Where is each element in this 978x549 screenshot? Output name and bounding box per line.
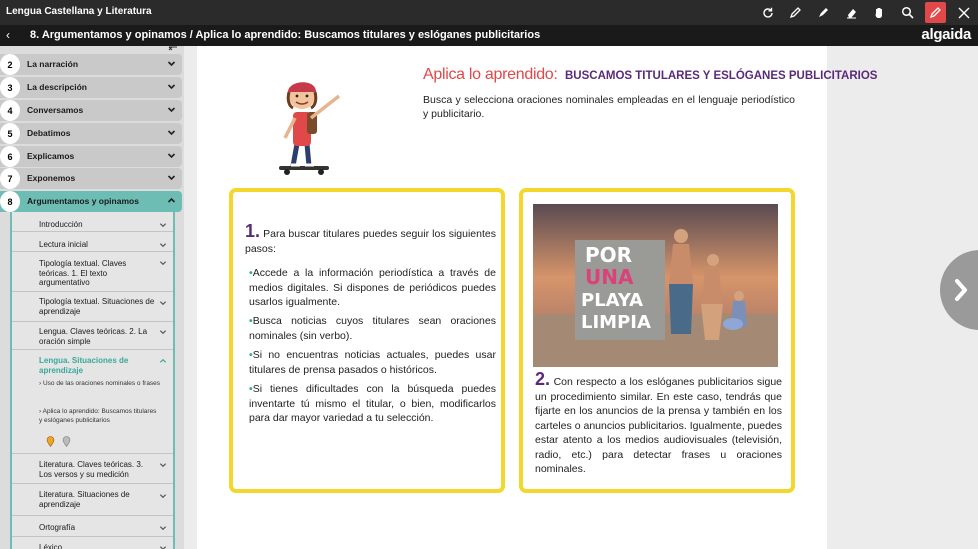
chevron-down-icon (167, 128, 176, 137)
activity-box-1 (229, 188, 505, 493)
section-label: Ortografía (39, 523, 76, 532)
search-icon[interactable] (897, 2, 918, 23)
section-label: Lectura inicial (39, 240, 88, 249)
chapter-label: Conversamos (27, 105, 84, 115)
bullet-icon: › (39, 408, 42, 415)
section-item[interactable] (12, 537, 173, 549)
chevron-down-icon (167, 105, 176, 114)
sidebar-chapter[interactable] (0, 54, 182, 75)
poster-word: UNA (585, 265, 634, 289)
activity-1-number: 1. (245, 221, 261, 241)
section-item[interactable] (12, 292, 173, 322)
section-item-current[interactable] (12, 350, 173, 454)
bullet-text: Si no encuentras noticias actuales, puedes usar titulares de prensa pasados o históricos. (249, 349, 496, 376)
chevron-down-icon (159, 328, 167, 336)
skateboard-kid-illustration (275, 68, 367, 176)
list-item (249, 314, 496, 343)
activity-2-body: Con respecto a los eslóganes publicitarios sigue un procedimiento similar. En este caso, tendrás que fijarte en los anuncios de la prensa y también en los carteles o anuncios publicitarios. Igualmente, puedes estar atento a los medios audiovisuales (televisión, radio, etc.) para detectar frases u oraciones nominales. (535, 376, 783, 475)
chevron-up-icon (159, 357, 167, 365)
chapter-label: La narración (27, 59, 79, 69)
section-item[interactable] (12, 454, 173, 484)
chapter-label: Explicamos (27, 151, 75, 161)
section-item[interactable] (12, 252, 173, 292)
edit-pen-icon[interactable] (925, 2, 946, 23)
chapter-label: La descripción (27, 82, 87, 92)
section-label: Tipología textual. Claves teóricas. 1. El texto argumentativo (39, 259, 127, 287)
chapter-label: Debatimos (27, 128, 71, 138)
section-label: Literatura. Situaciones de aprendizaje (39, 490, 130, 509)
bullet-text: Si tienes dificultades con la búsqueda puedes inventarte tú mismo el titular, o bien, modificarlos para dar mayor variedad a tu selección. (249, 383, 496, 424)
sidebar-chapter[interactable] (0, 100, 182, 121)
chevron-down-icon (167, 173, 176, 182)
pencil-icon[interactable] (785, 2, 806, 23)
bullet-icon: • (249, 349, 253, 361)
chevron-down-icon (159, 241, 167, 249)
chapter-number: 5 (0, 123, 20, 144)
section-label: Léxico (39, 543, 63, 549)
breadcrumb-bar (0, 25, 978, 46)
activity-box-2 (519, 188, 795, 493)
section-item[interactable] (12, 322, 173, 350)
subsection-item[interactable] (39, 380, 161, 389)
subsection-label: Aplica lo aprendido: Buscamos titulares y eslóganes publicitarios (39, 408, 157, 424)
section-item[interactable] (12, 232, 173, 252)
section-item[interactable] (12, 516, 173, 537)
toolbar (757, 2, 974, 23)
subsection-item-current[interactable] (39, 408, 161, 425)
orange-pin-icon[interactable] (46, 436, 55, 447)
heading-title: BUSCAMOS TITULARES Y ESLÓGANES PUBLICITARIOS (565, 70, 878, 82)
sidebar-chapter-active[interactable] (0, 191, 182, 212)
hand-icon[interactable] (869, 2, 890, 23)
breadcrumb: 8. Argumentamos y opinamos / Aplica lo aprendido: Buscamos titulares y eslóganes publicitarios (30, 29, 541, 41)
bullet-icon: • (249, 383, 253, 395)
chevron-down-icon (167, 59, 176, 68)
app-title: Lengua Castellana y Literatura (6, 6, 152, 17)
sidebar-chapter[interactable] (0, 123, 182, 144)
chevron-down-icon (159, 299, 167, 307)
chevron-down-icon (159, 221, 167, 229)
sidebar-chapter[interactable] (0, 146, 182, 167)
chevron-down-icon (159, 461, 167, 469)
poster-word: LIMPIA (581, 312, 651, 333)
gray-pin-icon[interactable] (62, 436, 71, 447)
beach-poster-photo (533, 204, 778, 367)
chevron-down-icon (167, 151, 176, 160)
refresh-icon[interactable] (757, 2, 778, 23)
marker-icon[interactable] (813, 2, 834, 23)
page-heading (423, 66, 877, 84)
collapse-sidebar-icon[interactable] (166, 46, 178, 54)
chapter-number: 2 (0, 54, 20, 75)
chapter-number: 7 (0, 168, 20, 189)
section-label: Tipología textual. Situaciones de aprendizaje (39, 297, 155, 316)
chapter-label: Argumentamos y opinamos (27, 196, 139, 206)
section-label: Lengua. Situaciones de aprendizaje (39, 356, 129, 375)
chevron-down-icon (167, 82, 176, 91)
bullet-icon: • (249, 267, 253, 279)
list-item (249, 266, 496, 310)
list-item (249, 382, 496, 426)
chevron-down-icon (159, 544, 167, 549)
chevron-down-icon (159, 524, 167, 532)
sidebar (0, 46, 184, 549)
bullet-icon: • (249, 315, 253, 327)
poster-word: POR (585, 243, 633, 267)
close-icon[interactable] (953, 2, 974, 23)
chapter-sections (10, 212, 175, 549)
chevron-down-icon (159, 259, 167, 267)
section-label: Introducción (39, 220, 83, 229)
next-page-button[interactable] (940, 250, 978, 330)
chapter-number: 8 (0, 191, 20, 212)
section-label: Lengua. Claves teóricas. 2. La oración simple (39, 327, 148, 346)
chapter-number: 4 (0, 100, 20, 121)
back-arrow-icon[interactable]: ‹ (6, 28, 10, 42)
bullet-text: Accede a la información periodística a través de medios digitales. Si dispones de periódicos puedes usarlos igualmente. (249, 267, 496, 308)
chevron-down-icon (159, 492, 167, 500)
activity-2-text (535, 369, 783, 477)
book-page (197, 46, 878, 549)
section-item[interactable] (12, 212, 173, 232)
sidebar-chapter[interactable] (0, 168, 182, 189)
chapter-number: 3 (0, 77, 20, 98)
list-item (249, 348, 496, 377)
activity-1-lead (245, 221, 496, 256)
app-title-bar (0, 0, 978, 25)
bullet-icon: › (39, 380, 42, 387)
subsection-label: Uso de las oraciones nominales o frases (42, 380, 161, 387)
intro-text: Busca y selecciona oraciones nominales empleadas en el lenguaje periodístico y publicitario. (423, 94, 795, 120)
chapter-number: 6 (0, 146, 20, 167)
section-label: Literatura. Claves teóricas. 3. Los versos y su medición (39, 460, 144, 479)
chevron-up-icon (167, 196, 176, 205)
heading-prefix: Aplica lo aprendido: (423, 66, 558, 83)
activity-2-number: 2. (535, 369, 551, 389)
section-item[interactable] (12, 484, 173, 516)
sidebar-chapter[interactable] (0, 77, 182, 98)
eraser-icon[interactable] (841, 2, 862, 23)
bullet-text: Busca noticias cuyos titulares sean oraciones nominales (sin verbo). (249, 315, 496, 342)
brand-logo: algaida (921, 26, 971, 43)
activity-1-intro: Para buscar titulares puedes seguir los siguientes pasos: (245, 228, 496, 255)
poster-word: PLAYA (581, 290, 644, 311)
chapter-label: Exponemos (27, 173, 76, 183)
